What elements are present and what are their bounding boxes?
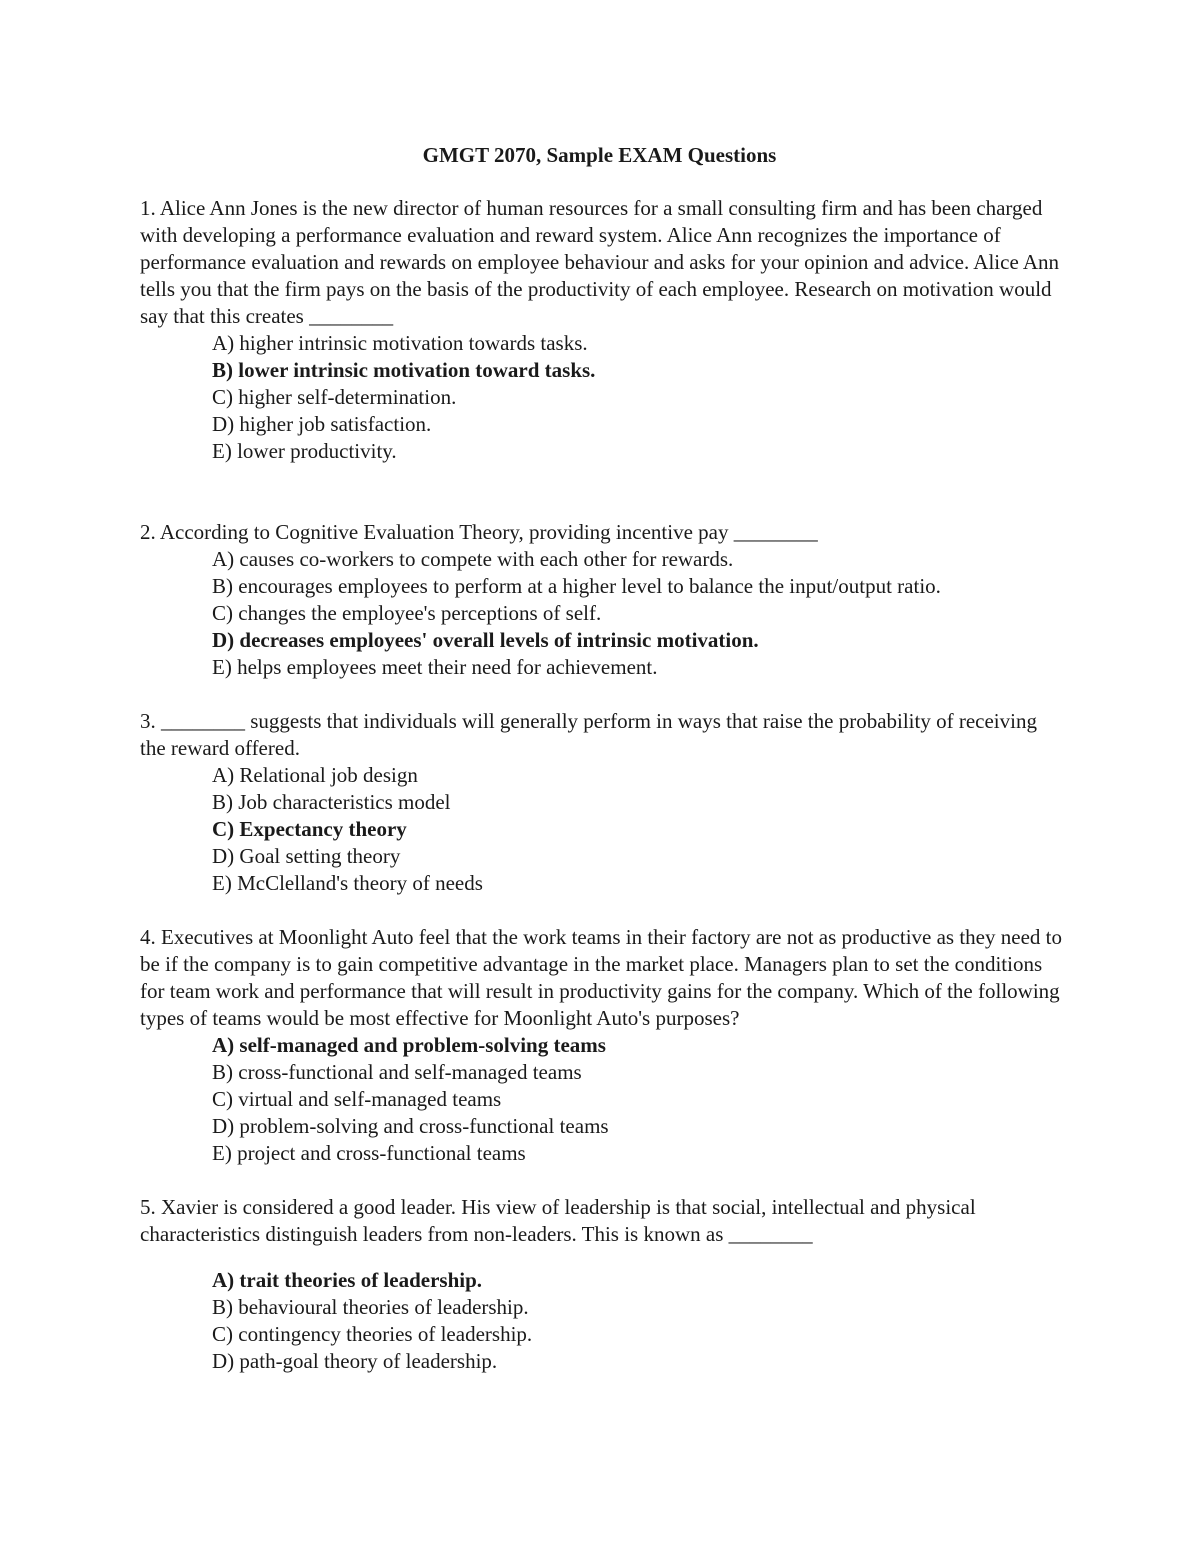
answer-option: D) higher job satisfaction. — [212, 412, 432, 436]
question-stem: 5. Xavier is considered a good leader. His view of leadership is that social, intellectual and physical characteristics distinguish leaders from non-leaders. This is known as ________ — [140, 1195, 976, 1246]
answer-option: B) cross-functional and self-managed teams — [212, 1060, 582, 1084]
answer-option: C) higher self-determination. — [212, 385, 457, 409]
answer-option: A) Relational job design — [212, 763, 418, 787]
answer-options — [140, 546, 1065, 681]
answer-option: A) causes co-workers to compete with each other for rewards. — [212, 547, 734, 571]
answer-option: D) problem-solving and cross-functional teams — [212, 1114, 609, 1138]
answer-option: C) contingency theories of leadership. — [212, 1322, 533, 1346]
answer-option: B) encourages employees to perform at a higher level to balance the input/output ratio. — [212, 574, 941, 598]
correct-answer-option: A) trait theories of leadership. — [212, 1268, 483, 1292]
question-2 — [140, 519, 1065, 681]
answer-options — [140, 330, 1065, 465]
question-5 — [140, 1194, 1065, 1375]
answer-option: C) changes the employee's perceptions of self. — [212, 601, 602, 625]
question-stem: 4. Executives at Moonlight Auto feel that the work teams in their factory are not as productive as they need to be if the company is to gain competitive advantage in the market place. Managers plan to set the conditions for team work and performance that will result in productivity gains for the company. Which of the following types of teams would be most effective for Moonlight Auto's purposes? — [140, 925, 1062, 1030]
answer-options — [140, 1267, 1065, 1375]
document-title: GMGT 2070, Sample EXAM Questions — [422, 143, 777, 167]
answer-option: E) project and cross-functional teams — [212, 1141, 526, 1165]
question-stem: 1. Alice Ann Jones is the new director of human resources for a small consulting firm and has been charged with developing a performance evaluation and reward system. Alice Ann recognizes the importance of performance evaluation and rewards on employee behaviour and asks for your opinion and advice. Alice Ann tells you that the firm pays on the basis of the productivity of each employee. Research on motivation would say that this creates ________ — [140, 196, 1060, 328]
question-stem: 2. According to Cognitive Evaluation Theory, providing incentive pay ________ — [140, 520, 818, 544]
answer-option: E) lower productivity. — [212, 439, 397, 463]
question-stem: 3. ________ suggests that individuals will generally perform in ways that raise the probability of receiving the reward offered. — [140, 709, 1037, 760]
answer-option: E) McClelland's theory of needs — [212, 871, 483, 895]
answer-option: B) Job characteristics model — [212, 790, 451, 814]
answer-options — [140, 1032, 1065, 1167]
answer-options — [140, 762, 1065, 897]
exam-page — [140, 142, 1065, 1375]
answer-option: E) helps employees meet their need for achievement. — [212, 655, 658, 679]
correct-answer-option: B) lower intrinsic motivation toward tasks. — [212, 358, 596, 382]
answer-option: B) behavioural theories of leadership. — [212, 1295, 529, 1319]
answer-option: D) path-goal theory of leadership. — [212, 1349, 498, 1373]
answer-option: D) Goal setting theory — [212, 844, 401, 868]
correct-answer-option: A) self-managed and problem-solving teams — [212, 1033, 606, 1057]
question-1 — [140, 195, 1065, 465]
answer-option: C) virtual and self-managed teams — [212, 1087, 502, 1111]
correct-answer-option: C) Expectancy theory — [212, 817, 407, 841]
correct-answer-option: D) decreases employees' overall levels of intrinsic motivation. — [212, 628, 759, 652]
question-3 — [140, 708, 1065, 897]
question-4 — [140, 924, 1065, 1167]
answer-option: A) higher intrinsic motivation towards tasks. — [212, 331, 588, 355]
